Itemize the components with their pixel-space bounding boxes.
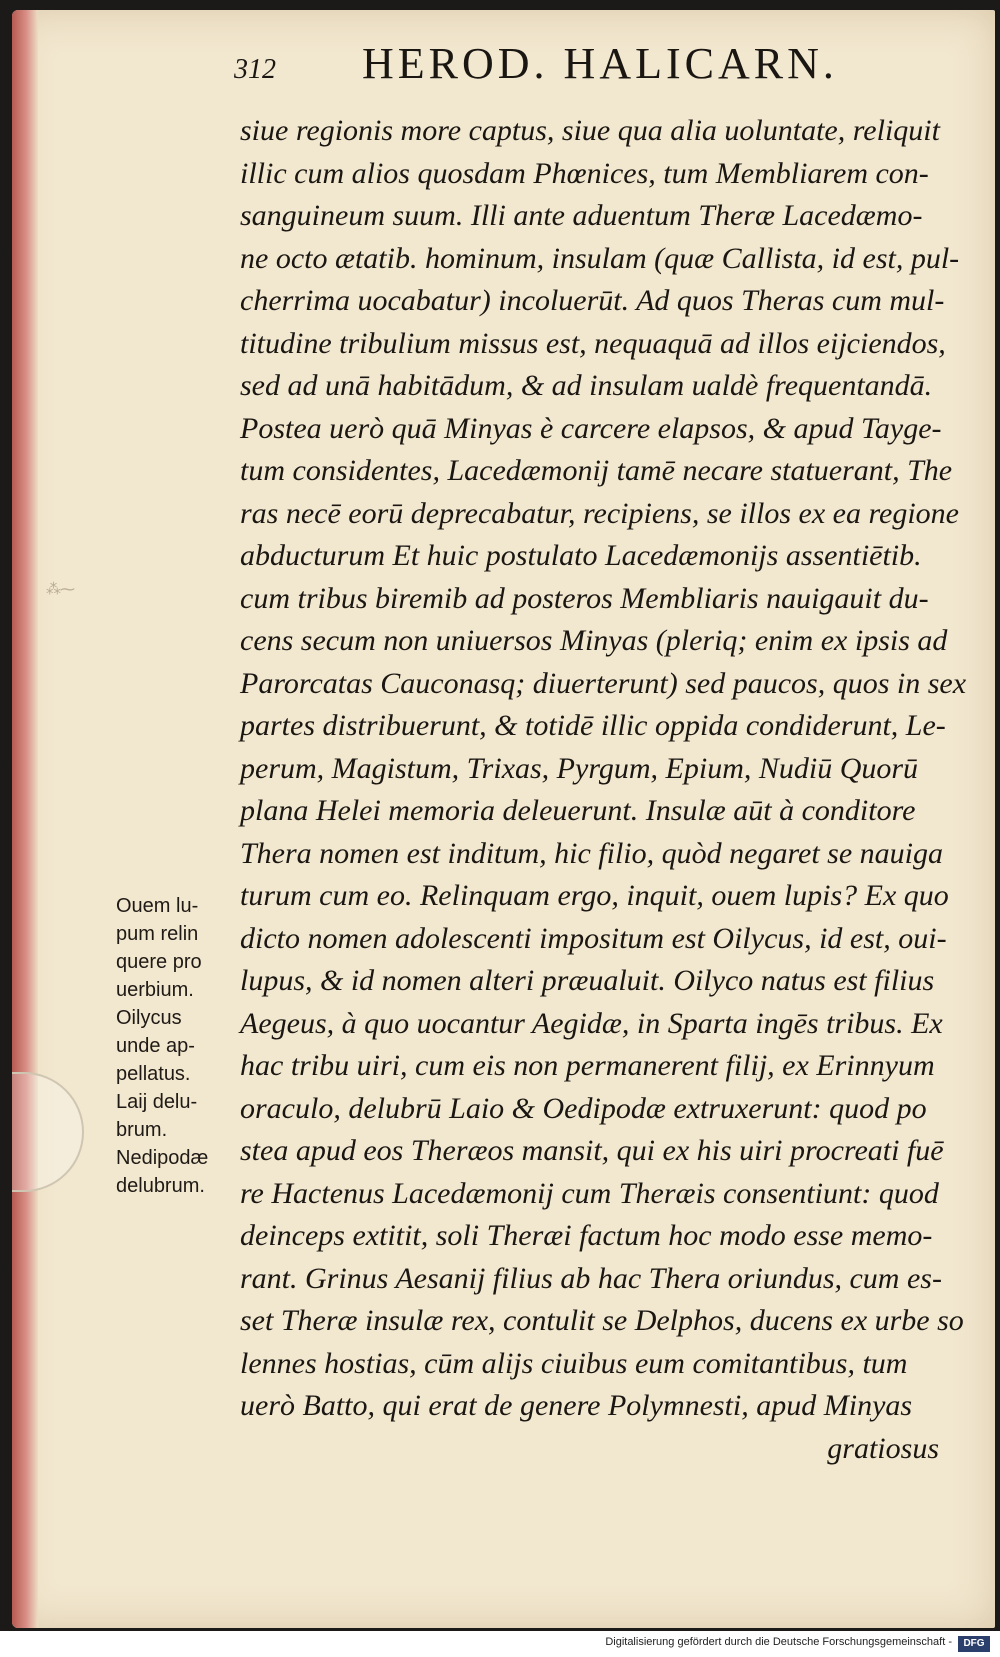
text-line: cum tribus biremib ad posteros Membliaris nauigauit du- [240,581,929,615]
text-line: re Hactenus Lacedæmonij cum Theræis consentiunt: quod [240,1176,939,1210]
margin-note-line: Laij delu- [116,1091,198,1113]
margin-note-line: unde ap- [116,1035,195,1057]
page-number: 312 [234,54,276,85]
text-line: partes distribuerunt, & totidē illic oppida condiderunt, Le- [240,709,946,742]
text-line: ras necē eorū deprecabatur, recipiens, se illos ex ea regione [240,496,959,530]
text-line: turum cum eo. Relinquam ergo, inquit, ouem lupis? Ex quo [240,879,949,912]
text-line: lennes hostias, cūm alijs ciuibus eum comitantibus, tum [240,1346,908,1380]
text-line: sed ad unā habitādum, & ad insulam ualdè frequentandā. [240,369,933,402]
dfg-logo: DFG [958,1636,990,1652]
text-line: cherrima uocabatur) incoluerūt. Ad quos Theras cum mul- [240,284,945,317]
text-line: tum considentes, Lacedæmonij tamē necare statuerant, The [240,454,953,487]
margin-note-line: quere pro [116,951,202,973]
text-line: rant. Grinus Aesanij filius ab hac Thera oriundus, cum es- [240,1261,942,1295]
margin-note-line: Nedipodæ [116,1147,209,1169]
text-line: hac tribu uiri, cum eis non permanerent filij, ex Erinnyum [240,1049,935,1082]
text-line: siue regionis more captus, siue qua alia uoluntate, reliquit [240,114,940,147]
margin-note-line: pellatus. [116,1063,191,1085]
text-line: ne octo ætatib. hominum, insulam (quæ Callista, id est, pul- [240,241,960,275]
text-line: Parorcatas Cauconasq; diuerterunt) sed paucos, quos in sex [240,666,967,700]
main-text-block [240,110,975,1470]
margin-note-line: Ouem lu- [116,895,199,917]
text-line: dicto nomen adolescenti impositum est Oilycus, id est, oui- [240,921,947,955]
margin-note-line: pum relin [116,923,199,945]
thumb-index-tab [12,1072,84,1192]
text-line: sanguineum suum. Illi ante aduentum Theræ Lacedæmo- [240,199,923,232]
text-line: set Theræ insulæ rex, contulit se Delphos, ducens ex urbe so [240,1304,964,1337]
margin-note-line: brum. [116,1119,168,1141]
margin-note-line: delubrum. [116,1175,205,1197]
text-line: Thera nomen est inditum, hic filio, quòd negaret se nauiga [240,836,943,870]
footer-bar [0,1631,1000,1657]
text-line: oraculo, delubrū Laio & Oedipodæ extruxerunt: quod po [240,1091,927,1125]
footer-credit: Digitalisierung gefördert durch die Deutsche Forschungsgemeinschaft - [605,1636,952,1648]
text-line: illic cum alios quosdam Phœnices, tum Membliarem con- [240,156,929,190]
text-line: Aegeus, à quo uocantur Aegidæ, in Sparta ingēs tribus. Ex [240,1006,943,1040]
text-line: cens secum non uniuersos Minyas (pleriq; enim ex ipsis ad [240,624,948,657]
margin-notes [116,892,234,1200]
book-page [12,10,995,1628]
text-line: lupus, & id nomen alteri præualuit. Oilyco natus est filius [240,964,935,997]
text-line: titudine tribulium missus est, nequaquā ad illos eijciendos, [240,326,946,360]
page-edge [12,10,38,1628]
text-line: deinceps extitit, soli Theræi factum hoc modo esse memo- [240,1219,933,1252]
margin-note-line: Oilycus [116,1007,182,1029]
ink-smudge: ⁂⁓ [46,580,74,598]
margin-note-line: uerbium. [116,979,194,1001]
text-line: uerò Batto, qui erat de genere Polymnesti, apud Minyas [240,1389,913,1422]
text-line: Postea uerò quā Minyas è carcere elapsos, & apud Tayge- [240,411,942,445]
text-line: perum, Magistum, Trixas, Pyrgum, Epium, Nudiū Quorū [240,751,919,785]
text-line: abducturum Et huic postulato Lacedæmonijs assentiētib. [240,539,922,572]
catchword: gratiosus [827,1431,939,1465]
text-line: stea apud eos Theræos mansit, qui ex his uiri procreati fuē [240,1134,944,1167]
text-line: plana Helei memoria deleuerunt. Insulæ aūt à conditore [240,794,916,827]
header-title: HEROD. HALICARN. [362,39,838,88]
